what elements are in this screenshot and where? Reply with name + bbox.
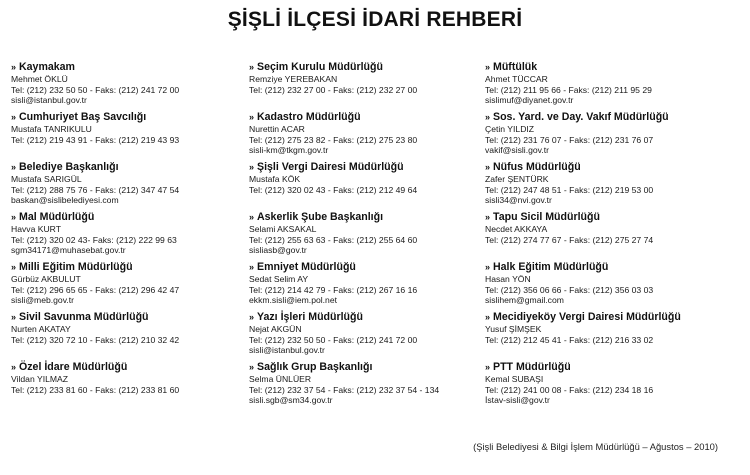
footer-note: (Şişli Belediyesi & Bilgi İşlem Müdürlüğü – Ağustos – 2010) <box>473 441 718 452</box>
bullet-icon: » <box>11 312 17 322</box>
phone-fax-line: Tel: (212) 255 63 63 - Faks: (212) 255 64 60 <box>249 234 418 245</box>
person-name: Nejat AKGÜN <box>249 324 302 334</box>
bullet-icon: » <box>249 162 255 172</box>
person-name: Hasan YÖN <box>485 274 531 284</box>
directory-entry <box>485 161 747 211</box>
entry-title <box>249 111 481 124</box>
email-line: sislihem@gmail.com <box>485 295 564 306</box>
person-name: Selami AKSAKAL <box>249 224 317 234</box>
bullet-icon: » <box>485 362 491 372</box>
email-line: sislimuf@diyanet.gov.tr <box>485 95 574 106</box>
phone-fax-line: Tel: (212) 212 45 41 - Faks: (212) 216 33 02 <box>485 334 654 345</box>
phone-fax-line: Tel: (212) 211 95 66 - Faks: (212) 211 95 29 <box>485 84 652 95</box>
directory-entry <box>485 61 747 111</box>
bullet-icon: » <box>485 62 491 72</box>
entry-title-text: Sivil Savunma Müdürlüğü <box>19 311 149 323</box>
person-name: Zafer ŞENTÜRK <box>485 174 549 184</box>
phone-fax-line: Tel: (212) 356 06 66 - Faks: (212) 356 03 03 <box>485 284 654 295</box>
entry-title <box>249 311 481 324</box>
entry-title <box>249 161 481 174</box>
bullet-icon: » <box>11 62 17 72</box>
bullet-icon: » <box>249 212 255 222</box>
bullet-icon: » <box>249 112 255 122</box>
person-name: Mehmet ÖKLÜ <box>11 74 68 84</box>
entry-title <box>249 211 481 224</box>
entry-title <box>249 61 481 74</box>
bullet-icon: » <box>249 262 255 272</box>
directory-entry <box>485 311 747 361</box>
directory-entry <box>485 361 747 411</box>
directory-entry <box>249 111 481 161</box>
person-name: Gürbüz AKBULUT <box>11 274 81 284</box>
phone-fax-line: Tel: (212) 232 50 50 - Faks: (212) 241 72 00 <box>11 84 180 95</box>
directory-entry <box>11 361 236 411</box>
directory-entry <box>11 111 236 161</box>
person-name: Sedat Selim AY <box>249 274 309 284</box>
email-line: sisli-km@tkgm.gov.tr <box>249 145 329 156</box>
directory-entry <box>485 111 747 161</box>
bullet-icon: » <box>485 112 491 122</box>
entry-title-text: Mecidiyeköy Vergi Dairesi Müdürlüğü <box>493 311 681 323</box>
page-title: ŞİŞLİ İLÇESİ İDARİ REHBERİ <box>227 8 523 31</box>
phone-fax-line: Tel: (212) 232 50 50 - Faks: (212) 241 72 00 <box>249 334 418 345</box>
email-line: sisli@istanbul.gov.tr <box>249 345 325 356</box>
email-line: sisli34@nvi.gov.tr <box>485 195 552 206</box>
entry-title <box>249 261 481 274</box>
email-line: ekkm.sisli@iem.pol.net <box>249 295 338 306</box>
bullet-icon: » <box>11 362 17 372</box>
entry-title-text: Yazı İşleri Müdürlüğü <box>257 311 363 323</box>
entry-title <box>11 311 236 324</box>
entry-title-text: Milli Eğitim Müdürlüğü <box>19 261 133 273</box>
entry-title <box>249 361 481 374</box>
directory-entry <box>11 311 236 361</box>
entry-title-text: Müftülük <box>493 61 538 73</box>
entry-title <box>11 211 236 224</box>
email-line: sgm34171@muhasebat.gov.tr <box>11 245 126 256</box>
entry-title-text: Özel İdare Müdürlüğü <box>19 361 128 373</box>
email-line: vakif@sisli.gov.tr <box>485 145 549 156</box>
entry-title-text: Seçim Kurulu Müdürlüğü <box>257 61 383 73</box>
phone-fax-line: Tel: (212) 241 00 08 - Faks: (212) 234 18 16 <box>485 384 654 395</box>
entry-title-text: Kaymakam <box>19 61 75 73</box>
directory-entry <box>249 61 481 111</box>
directory-entry <box>485 211 747 261</box>
directory-entry <box>249 211 481 261</box>
bullet-icon: » <box>485 312 491 322</box>
entry-title-text: PTT Müdürlüğü <box>493 361 571 373</box>
directory-entry <box>249 311 481 361</box>
entry-title-text: Belediye Başkanlığı <box>19 161 119 173</box>
directory-entry <box>249 261 481 311</box>
entry-title-text: Sağlık Grup Başkanlığı <box>257 361 373 373</box>
entry-title <box>11 261 236 274</box>
phone-fax-line: Tel: (212) 288 75 76 - Faks: (212) 347 47 54 <box>11 184 180 195</box>
bullet-icon: » <box>485 262 491 272</box>
phone-fax-line: Tel: (212) 231 76 07 - Faks: (212) 231 76 07 <box>485 134 654 145</box>
phone-fax-line: Tel: (212) 233 81 60 - Faks: (212) 233 81 60 <box>11 384 180 395</box>
entry-title-text: Kadastro Müdürlüğü <box>257 111 361 123</box>
entry-title <box>485 61 747 74</box>
entry-title-text: Cumhuriyet Baş Savcılığı <box>19 111 147 123</box>
directory-column-3 <box>485 61 747 411</box>
person-name: Nurettin ACAR <box>249 124 305 134</box>
bullet-icon: » <box>11 112 17 122</box>
phone-fax-line: Tel: (212) 214 42 79 - Faks: (212) 267 16 16 <box>249 284 418 295</box>
phone-fax-line: Tel: (212) 320 02 43- Faks: (212) 222 99 63 <box>11 234 177 245</box>
entry-title <box>11 361 236 374</box>
bullet-icon: » <box>249 312 255 322</box>
entry-title-text: Tapu Sicil Müdürlüğü <box>493 211 600 223</box>
directory-column-1 <box>11 61 236 411</box>
person-name: Mustafa KÖK <box>249 174 301 184</box>
phone-fax-line: Tel: (212) 274 77 67 - Faks: (212) 275 27 74 <box>485 234 654 245</box>
email-line: İstav-sisli@gov.tr <box>485 395 550 406</box>
entry-title <box>485 311 747 324</box>
entry-title <box>485 211 747 224</box>
entry-title-text: Mal Müdürlüğü <box>19 211 95 223</box>
phone-fax-line: Tel: (212) 320 02 43 - Faks: (212) 212 49 64 <box>249 184 418 195</box>
phone-fax-line: Tel: (212) 232 27 00 - Faks: (212) 232 27 00 <box>249 84 418 95</box>
directory-entry <box>11 161 236 211</box>
person-name: Remziye YEREBAKAN <box>249 74 338 84</box>
person-name: Necdet AKKAYA <box>485 224 548 234</box>
entry-title <box>485 361 747 374</box>
phone-fax-line: Tel: (212) 247 48 51 - Faks: (212) 219 53 00 <box>485 184 654 195</box>
person-name: Vildan YILMAZ <box>11 374 69 384</box>
person-name: Kemal SUBAŞI <box>485 374 544 384</box>
phone-fax-line: Tel: (212) 219 43 91 - Faks: (212) 219 43 93 <box>11 134 180 145</box>
entry-title <box>11 161 236 174</box>
directory-column-2 <box>249 61 481 411</box>
person-name: Nurten AKATAY <box>11 324 71 334</box>
entry-title-text: Askerlik Şube Başkanlığı <box>257 211 384 223</box>
directory-entry <box>11 61 236 111</box>
entry-title-text: Halk Eğitim Müdürlüğü <box>493 261 609 273</box>
bullet-icon: » <box>11 212 17 222</box>
directory-entry <box>11 211 236 261</box>
directory-entry <box>249 161 481 211</box>
person-name: Çetin YILDIZ <box>485 124 535 134</box>
phone-fax-line: Tel: (212) 296 65 65 - Faks: (212) 296 42 47 <box>11 284 180 295</box>
phone-fax-line: Tel: (212) 320 72 10 - Faks: (212) 210 32 42 <box>11 334 180 345</box>
entry-title-text: Sos. Yard. ve Day. Vakıf Müdürlüğü <box>493 111 669 123</box>
directory-entry <box>485 261 747 311</box>
entry-title <box>11 111 236 124</box>
person-name: Mustafa TANRIKULU <box>11 124 92 134</box>
directory-entry <box>249 361 481 411</box>
email-line: sisli@istanbul.gov.tr <box>11 95 87 106</box>
entry-title-text: Emniyet Müdürlüğü <box>257 261 356 273</box>
email-line: baskan@sislibelediyesi.com <box>11 195 119 206</box>
directory-entry <box>11 261 236 311</box>
entry-title <box>485 111 747 124</box>
person-name: Mustafa SARIGÜL <box>11 174 82 184</box>
phone-fax-line: Tel: (212) 275 23 82 - Faks: (212) 275 23 80 <box>249 134 418 145</box>
entry-title-text: Nüfus Müdürlüğü <box>493 161 581 173</box>
person-name: Ahmet TÜCCAR <box>485 74 548 84</box>
bullet-icon: » <box>249 362 255 372</box>
person-name: Yusuf ŞİMŞEK <box>485 324 542 334</box>
email-line: sisliasb@gov.tr <box>249 245 307 256</box>
person-name: Selma ÜNLÜER <box>249 374 312 384</box>
entry-title <box>485 261 747 274</box>
bullet-icon: » <box>485 212 491 222</box>
entry-title <box>11 61 236 74</box>
bullet-icon: » <box>11 262 17 272</box>
entry-title-text: Şişli Vergi Dairesi Müdürlüğü <box>257 161 404 173</box>
email-line: sisli@meb.gov.tr <box>11 295 75 306</box>
person-name: Havva KURT <box>11 224 61 234</box>
bullet-icon: » <box>249 62 255 72</box>
bullet-icon: » <box>485 162 491 172</box>
bullet-icon: » <box>11 162 17 172</box>
phone-fax-line: Tel: (212) 232 37 54 - Faks: (212) 232 37 54 - 134 <box>249 384 440 395</box>
email-line: sisli.sgb@sm34.gov.tr <box>249 395 333 406</box>
entry-title <box>485 161 747 174</box>
